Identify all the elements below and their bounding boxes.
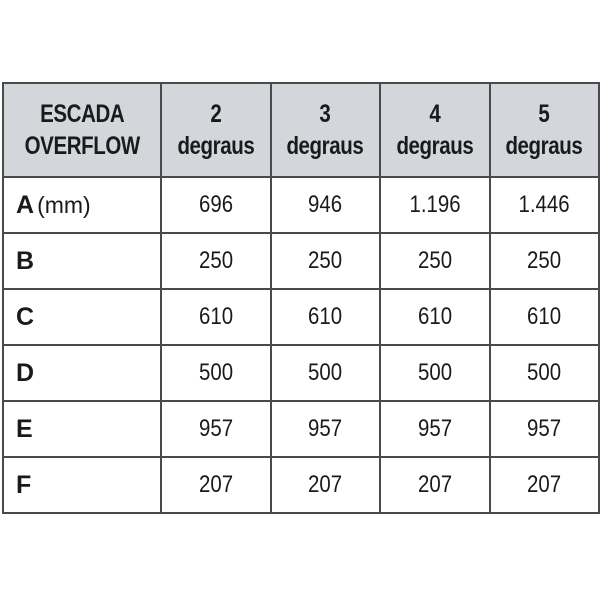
cell-value: 610 (417, 303, 452, 330)
table-cell (380, 177, 490, 233)
table-cell (380, 289, 490, 345)
header-col-5-degraus (490, 83, 600, 177)
table-cell (271, 457, 381, 513)
cell-value: 250 (308, 247, 343, 274)
table-cell (380, 345, 490, 401)
header-row (3, 83, 599, 177)
table-cell (271, 345, 381, 401)
table-row-d (3, 345, 599, 401)
table-row-b (3, 233, 599, 289)
table-row-f (3, 457, 599, 513)
cell-value: 500 (417, 359, 452, 386)
header-col-number: 5 (538, 100, 550, 128)
table-cell (490, 457, 600, 513)
row-label: C (16, 302, 35, 331)
row-label-cell (3, 289, 161, 345)
row-label: D (16, 358, 35, 387)
cell-value: 207 (308, 471, 343, 498)
table-cell (271, 401, 381, 457)
header-col-number: 4 (429, 100, 441, 128)
cell-value: 957 (527, 415, 562, 442)
table-header (3, 83, 599, 177)
table-cell (271, 233, 381, 289)
cell-value: 696 (198, 191, 233, 218)
table-row-e (3, 401, 599, 457)
table-cell (271, 289, 381, 345)
table-cell (380, 401, 490, 457)
row-label-cell (3, 177, 161, 233)
row-label-cell (3, 457, 161, 513)
table-cell (271, 177, 381, 233)
table-cell (161, 177, 271, 233)
header-col-2-degraus (161, 83, 271, 177)
row-label-cell (3, 233, 161, 289)
table-row-c (3, 289, 599, 345)
row-label: F (16, 470, 32, 499)
header-col-number: 2 (210, 100, 222, 128)
table-cell (161, 289, 271, 345)
table-cell (490, 401, 600, 457)
cell-value: 500 (198, 359, 233, 386)
cell-value: 957 (308, 415, 343, 442)
row-unit: (mm) (37, 191, 91, 218)
cell-value: 610 (198, 303, 233, 330)
header-col-unit: degraus (286, 132, 364, 160)
table-cell (161, 457, 271, 513)
cell-value: 500 (308, 359, 343, 386)
table-body (3, 177, 599, 513)
row-label-cell (3, 345, 161, 401)
table-cell (490, 233, 600, 289)
table-cell (161, 401, 271, 457)
cell-value: 207 (417, 471, 452, 498)
table-cell (161, 233, 271, 289)
cell-value: 1.196 (409, 191, 461, 218)
header-col-unit: degraus (396, 132, 474, 160)
cell-value: 946 (308, 191, 343, 218)
header-col-number: 3 (319, 100, 331, 128)
cell-value: 250 (198, 247, 233, 274)
cell-value: 250 (417, 247, 452, 274)
header-col-unit: degraus (177, 132, 255, 160)
row-label: B (16, 246, 35, 275)
cell-value: 250 (527, 247, 562, 274)
header-col-3-degraus (271, 83, 381, 177)
header-corner-cell (3, 83, 161, 177)
header-col-4-degraus (380, 83, 490, 177)
table-cell (161, 345, 271, 401)
cell-value: 957 (417, 415, 452, 442)
row-label: E (16, 414, 33, 443)
corner-title-line1: ESCADA (39, 100, 125, 128)
table-cell (490, 345, 600, 401)
cell-value: 610 (308, 303, 343, 330)
corner-title-line2: OVERFLOW (24, 132, 140, 160)
row-label: A (16, 190, 35, 219)
cell-value: 957 (198, 415, 233, 442)
cell-value: 1.446 (518, 191, 570, 218)
table-cell (380, 233, 490, 289)
dimensions-table (2, 82, 600, 514)
cell-value: 500 (527, 359, 562, 386)
header-col-unit: degraus (505, 132, 583, 160)
table-cell (380, 457, 490, 513)
row-label-cell (3, 401, 161, 457)
table-row-a (3, 177, 599, 233)
cell-value: 610 (527, 303, 562, 330)
cell-value: 207 (198, 471, 233, 498)
table-cell (490, 289, 600, 345)
cell-value: 207 (527, 471, 562, 498)
table-cell (490, 177, 600, 233)
